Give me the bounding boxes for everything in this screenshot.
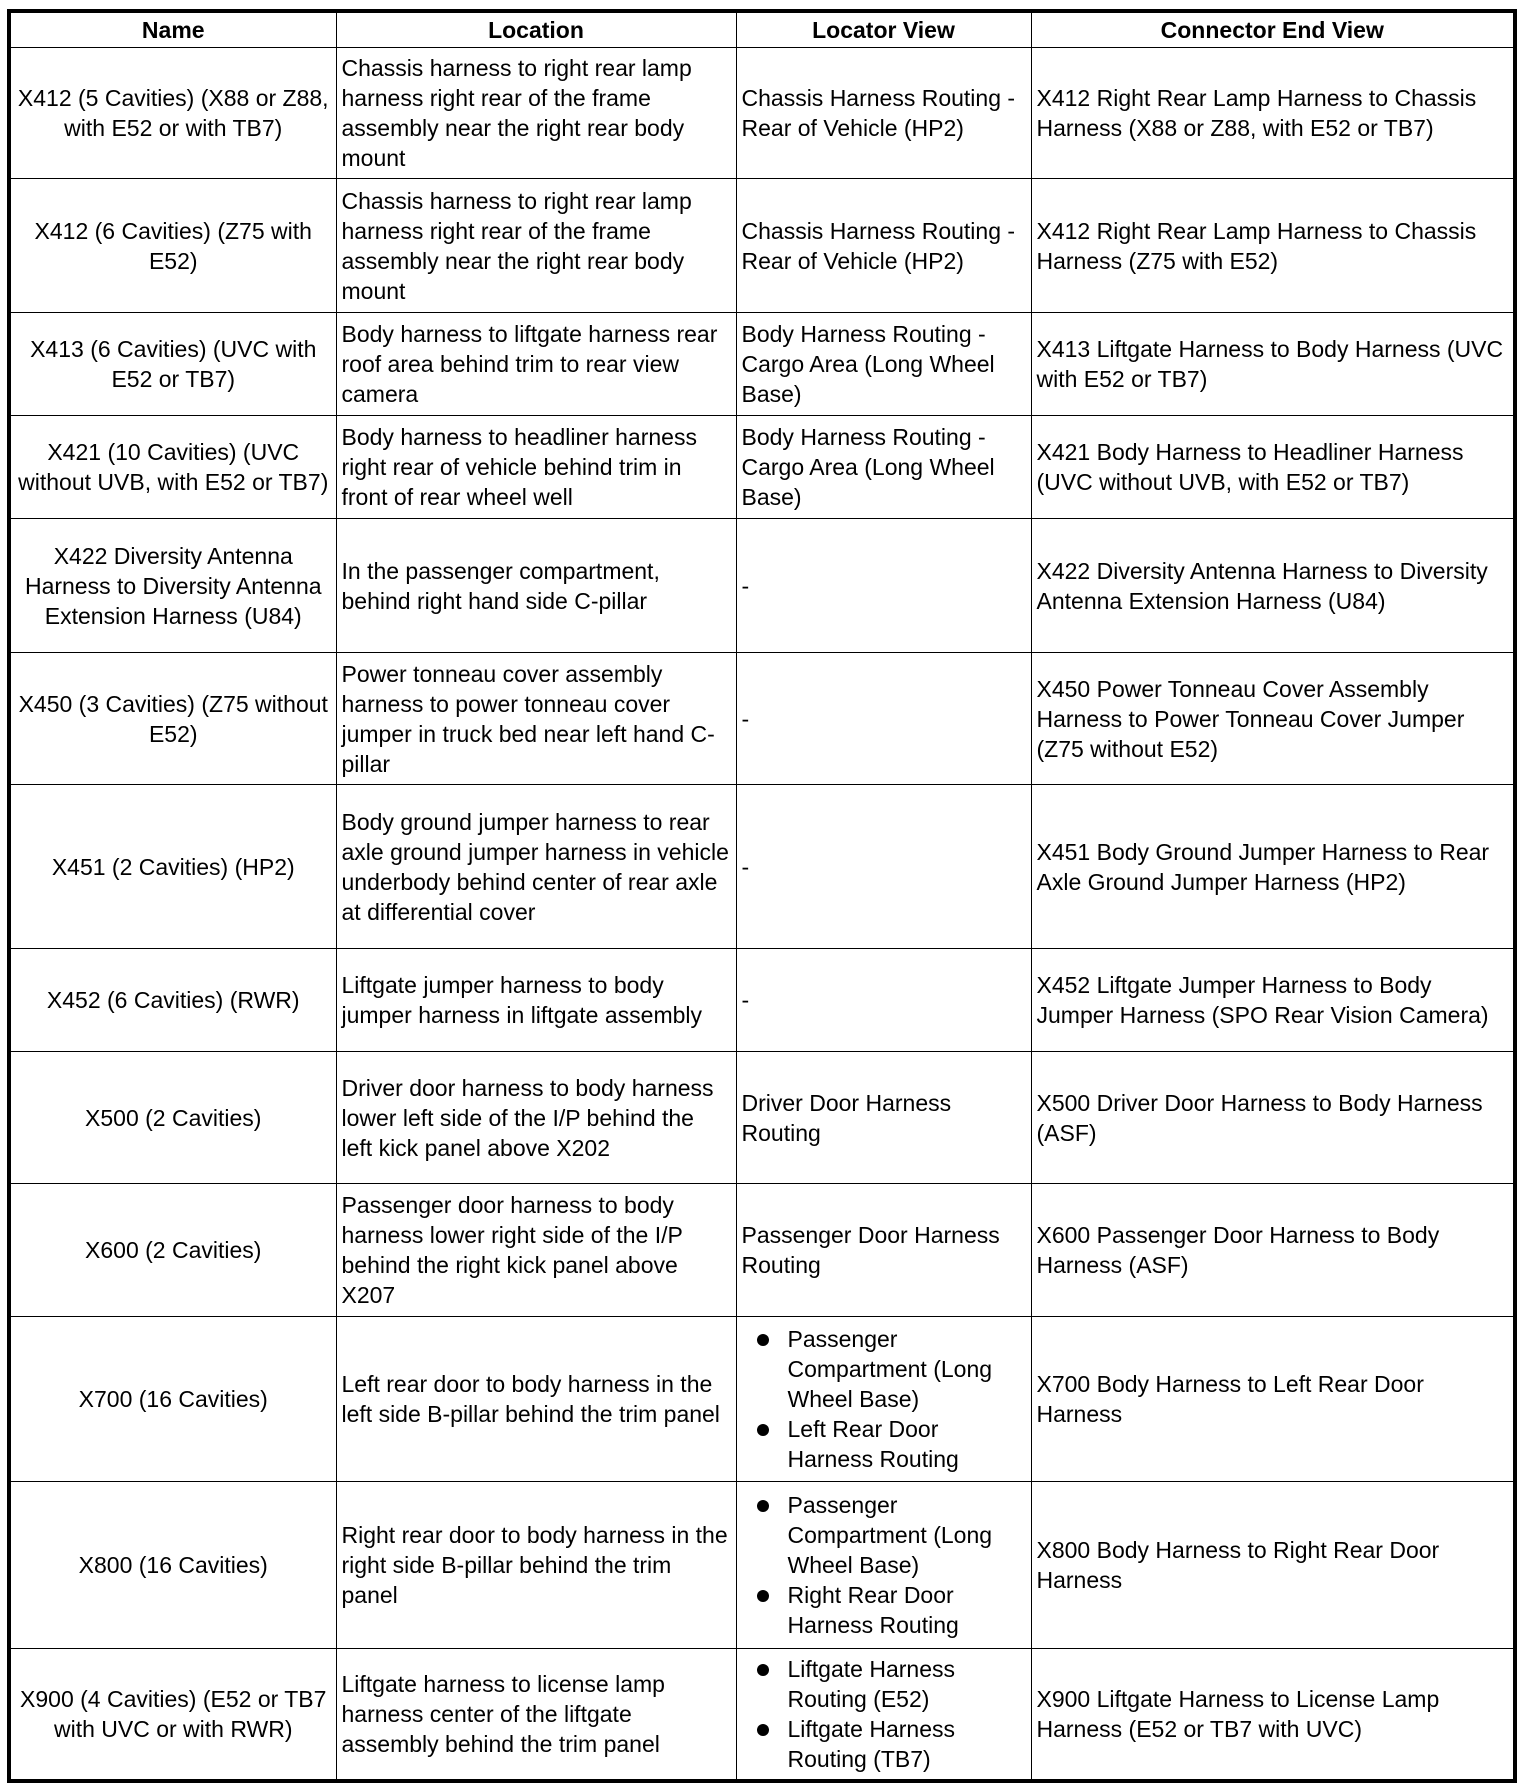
- cell-connector-end-view: X422 Diversity Antenna Harness to Diversity Antenna Extension Harness (U84): [1031, 519, 1515, 653]
- cell-name: X800 (16 Cavities): [9, 1482, 336, 1649]
- cell-connector-end-view: X700 Body Harness to Left Rear Door Harness: [1031, 1317, 1515, 1482]
- table-row: [9, 416, 1515, 519]
- cell-connector-end-view: X421 Body Harness to Headliner Harness (UVC without UVB, with E52 or TB7): [1031, 416, 1515, 519]
- cell-locator-view: -: [736, 949, 1031, 1052]
- table-row: [9, 1052, 1515, 1184]
- table-row: [9, 179, 1515, 313]
- cell-name: X422 Diversity Antenna Harness to Diversity Antenna Extension Harness (U84): [9, 519, 336, 653]
- locator-list-item: Right Rear Door Harness Routing: [788, 1580, 1026, 1640]
- cell-connector-end-view: X600 Passenger Door Harness to Body Harness (ASF): [1031, 1184, 1515, 1317]
- cell-locator-view: Passenger Door Harness Routing: [736, 1184, 1031, 1317]
- cell-locator-view: Driver Door Harness Routing: [736, 1052, 1031, 1184]
- cell-locator-view: [736, 1317, 1031, 1482]
- locator-list-item: Liftgate Harness Routing (E52): [788, 1654, 1026, 1714]
- cell-location: Power tonneau cover assembly harness to power tonneau cover jumper in truck bed near left hand C-pillar: [336, 653, 736, 785]
- cell-locator-view: [736, 1649, 1031, 1781]
- cell-location: Chassis harness to right rear lamp harness right rear of the frame assembly near the right rear body mount: [336, 48, 736, 179]
- cell-connector-end-view: X413 Liftgate Harness to Body Harness (UVC with E52 or TB7): [1031, 313, 1515, 416]
- cell-name: X600 (2 Cavities): [9, 1184, 336, 1317]
- cell-location: Driver door harness to body harness lower left side of the I/P behind the left kick panel above X202: [336, 1052, 736, 1184]
- table-row: [9, 1184, 1515, 1317]
- header-connector-end-view: Connector End View: [1031, 11, 1515, 48]
- cell-location: Body ground jumper harness to rear axle ground jumper harness in vehicle underbody behind center of rear axle at differential cover: [336, 785, 736, 949]
- cell-connector-end-view: X500 Driver Door Harness to Body Harness (ASF): [1031, 1052, 1515, 1184]
- connector-table: [7, 9, 1517, 1783]
- table-row: [9, 1649, 1515, 1781]
- header-location: Location: [336, 11, 736, 48]
- cell-connector-end-view: X450 Power Tonneau Cover Assembly Harness to Power Tonneau Cover Jumper (Z75 without E52): [1031, 653, 1515, 785]
- cell-connector-end-view: X900 Liftgate Harness to License Lamp Harness (E52 or TB7 with UVC): [1031, 1649, 1515, 1781]
- cell-location: Body harness to headliner harness right rear of vehicle behind trim in front of rear wheel well: [336, 416, 736, 519]
- cell-location: Body harness to liftgate harness rear roof area behind trim to rear view camera: [336, 313, 736, 416]
- cell-name: X421 (10 Cavities) (UVC without UVB, with E52 or TB7): [9, 416, 336, 519]
- locator-list: [742, 1490, 1026, 1640]
- cell-name: X412 (5 Cavities) (X88 or Z88, with E52 or with TB7): [9, 48, 336, 179]
- cell-connector-end-view: X800 Body Harness to Right Rear Door Harness: [1031, 1482, 1515, 1649]
- header-locator-view: Locator View: [736, 11, 1031, 48]
- cell-connector-end-view: X452 Liftgate Jumper Harness to Body Jumper Harness (SPO Rear Vision Camera): [1031, 949, 1515, 1052]
- table-row: [9, 785, 1515, 949]
- locator-list-item: Liftgate Harness Routing (TB7): [788, 1714, 1026, 1774]
- cell-name: X412 (6 Cavities) (Z75 with E52): [9, 179, 336, 313]
- cell-locator-view: -: [736, 519, 1031, 653]
- locator-list: [742, 1654, 1026, 1774]
- cell-locator-view: Body Harness Routing - Cargo Area (Long Wheel Base): [736, 416, 1031, 519]
- cell-locator-view: Chassis Harness Routing - Rear of Vehicle (HP2): [736, 179, 1031, 313]
- cell-name: X413 (6 Cavities) (UVC with E52 or TB7): [9, 313, 336, 416]
- table-row: [9, 48, 1515, 179]
- cell-locator-view: -: [736, 653, 1031, 785]
- cell-location: Liftgate harness to license lamp harness center of the liftgate assembly behind the trim panel: [336, 1649, 736, 1781]
- cell-locator-view: [736, 1482, 1031, 1649]
- cell-location: Left rear door to body harness in the left side B-pillar behind the trim panel: [336, 1317, 736, 1482]
- cell-location: Passenger door harness to body harness lower right side of the I/P behind the right kick panel above X207: [336, 1184, 736, 1317]
- table-row: [9, 653, 1515, 785]
- cell-connector-end-view: X451 Body Ground Jumper Harness to Rear Axle Ground Jumper Harness (HP2): [1031, 785, 1515, 949]
- table-row: [9, 1482, 1515, 1649]
- cell-connector-end-view: X412 Right Rear Lamp Harness to Chassis Harness (Z75 with E52): [1031, 179, 1515, 313]
- cell-connector-end-view: X412 Right Rear Lamp Harness to Chassis Harness (X88 or Z88, with E52 or TB7): [1031, 48, 1515, 179]
- locator-list-item: Passenger Compartment (Long Wheel Base): [788, 1324, 1026, 1414]
- locator-list: [742, 1324, 1026, 1474]
- cell-location: Liftgate jumper harness to body jumper harness in liftgate assembly: [336, 949, 736, 1052]
- cell-name: X900 (4 Cavities) (E52 or TB7 with UVC or with RWR): [9, 1649, 336, 1781]
- cell-name: X700 (16 Cavities): [9, 1317, 336, 1482]
- header-row: [9, 11, 1515, 48]
- cell-location: In the passenger compartment, behind right hand side C-pillar: [336, 519, 736, 653]
- cell-locator-view: Chassis Harness Routing - Rear of Vehicle (HP2): [736, 48, 1031, 179]
- cell-location: Chassis harness to right rear lamp harness right rear of the frame assembly near the right rear body mount: [336, 179, 736, 313]
- cell-locator-view: Body Harness Routing - Cargo Area (Long Wheel Base): [736, 313, 1031, 416]
- cell-name: X450 (3 Cavities) (Z75 without E52): [9, 653, 336, 785]
- cell-locator-view: -: [736, 785, 1031, 949]
- cell-location: Right rear door to body harness in the right side B-pillar behind the trim panel: [336, 1482, 736, 1649]
- table-row: [9, 519, 1515, 653]
- locator-list-item: Passenger Compartment (Long Wheel Base): [788, 1490, 1026, 1580]
- table-row: [9, 1317, 1515, 1482]
- table-row: [9, 949, 1515, 1052]
- cell-name: X500 (2 Cavities): [9, 1052, 336, 1184]
- table-row: [9, 313, 1515, 416]
- header-name: Name: [9, 11, 336, 48]
- cell-name: X452 (6 Cavities) (RWR): [9, 949, 336, 1052]
- cell-name: X451 (2 Cavities) (HP2): [9, 785, 336, 949]
- locator-list-item: Left Rear Door Harness Routing: [788, 1414, 1026, 1474]
